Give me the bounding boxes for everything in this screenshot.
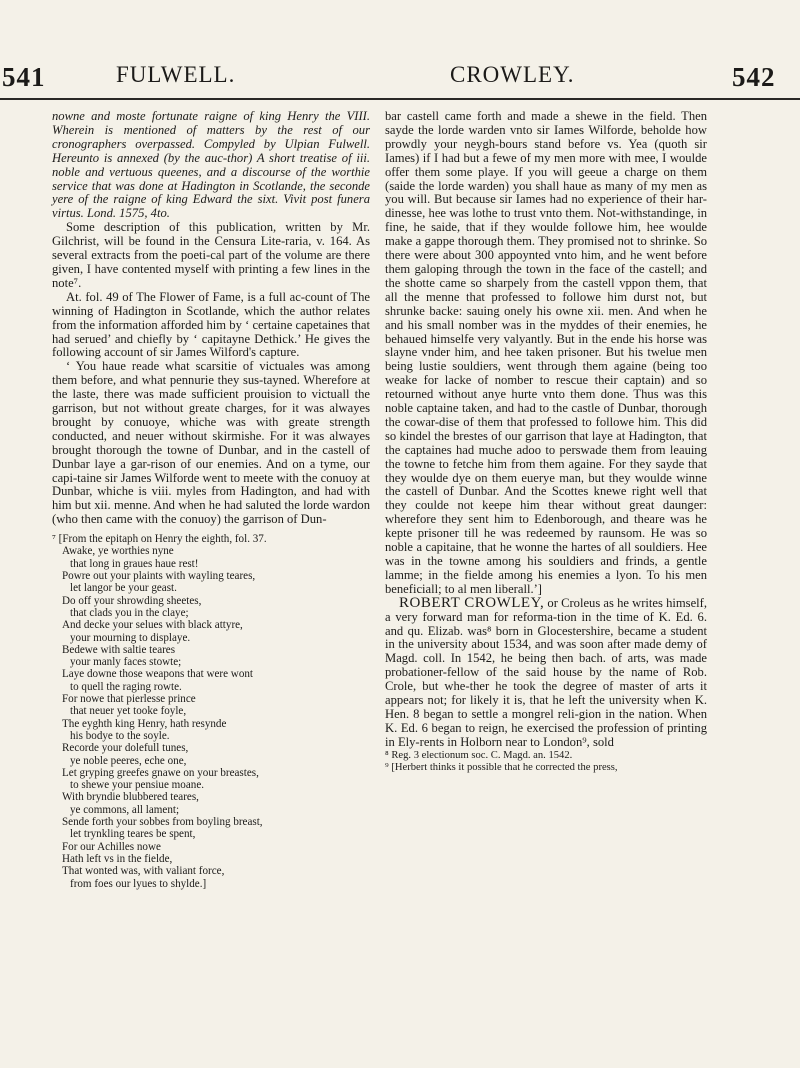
footnote-poem (52, 533, 370, 890)
entry-name: ROBERT CROWLEY, (399, 594, 545, 611)
poem-line: For nowe that pierlesse prince (62, 693, 196, 706)
poem-line: Let gryping greefes gnawe on your breastes, (62, 766, 259, 779)
footnote: ⁸ Reg. 3 electionum soc. C. Magd. an. 1542. (385, 749, 573, 761)
right-column (385, 110, 707, 774)
running-header (0, 62, 800, 96)
footnote-intro: ⁷ [From the epitaph on Henry the eighth, fol. 37. (52, 533, 267, 546)
entry-paragraph (385, 594, 707, 750)
poem-line: his bodye to the soyle. (70, 729, 170, 742)
poem-line: Powre out your plaints with wayling teares, (62, 570, 256, 583)
poem-line: let langor be your geast. (70, 582, 177, 595)
poem-line: Awake, ye worthies nyne (62, 545, 174, 558)
footnotes (385, 750, 707, 774)
paragraph: ‘ You haue reade what scarsitie of victuales was among them before, and what pennurie they sus-tayned. Wherefore at the laste, there was made sufficient prouision to victuall the garrison, but not without greate charges, for it was alwayes brought by conuoye, whiche was with greate strength conducted, and neuer without skirmishe. For it was alwayes brought thorough the towne of Dunbar, and in the castell of Dunbar laye a gar-rison of our enemies. And on a tyme, our capi-taine sir James Wilforde went to meete with the conuoy at Dunbar, whiche is viii. myles from Hadington, and had with him but xii. menne. And when he had saluted the lorde wardon (who then came with the conuoy) the garrison of Dun- (52, 359, 370, 527)
poem-line: to quell the raging rowte. (70, 680, 182, 693)
poem-line: your mourning to displaye. (70, 631, 191, 644)
poem-line: Bedewe with saltie teares (62, 643, 176, 656)
poem-line: Recorde your dolefull tunes, (62, 742, 189, 755)
poem-line: that neuer yet tooke foyle, (70, 705, 187, 718)
paragraph: Some description of this publication, written by Mr. Gilchrist, will be found in the Censura Lite-raria, v. 164. As several extracts from the poeti-cal part of the volume are there given, I have contented myself with printing a few lines in the note⁷. (52, 220, 370, 290)
poem-line: ye commons, all lament; (70, 803, 180, 816)
entry-text: or Croleus as he writes himself, a very forward man for reforma-tion in the time of K. Ed. 6. and qu. Elizab. was⁸ born in Glocestershire, became a student in the university about 1534, and was soon after made demy of Magd. coll. In 1542, he being then bach. of arts, was made probationer-fellow of the said house by the name of Rob. Crole, but whe-ther he took the degree of master of arts it appears not; for likely it is, that he left the university when K. Hen. 8 began to settle a mongrel reli-gion in the nation. When K. Ed. 6 began to reign, he exercised the profession of printing in Ely-rents in Holborn near to London⁹, sold (385, 595, 707, 749)
poem-line: from foes our lyues to shylde.] (70, 877, 207, 890)
running-title-left: FULWELL. (116, 62, 236, 87)
poem-line: And decke your selues with black attyre, (62, 619, 243, 632)
poem-line: let trynkling teares be spent, (70, 828, 196, 841)
paragraph: At. fol. 49 of The Flower of Fame, is a full ac-count of The winning of Hadington in Scotlande, which the author relates from the information afforded him by ‘ certaine capetaines that had serued’ and chiefly by ‘ capitayne Dethick.’ He gives the following account of sir James Wilford's capture. (52, 289, 370, 360)
poem-line: that clads you in the claye; (70, 606, 189, 619)
book-title-paragraph: nowne and moste fortunate raigne of king Henry the VIII. Wherein is mentioned of matters by the rest of our cronographers overpassed. Compyled by Ulpian Fulwell. Hereunto is annexed (by the auc-thor) A short treatise of iii. noble and vertuous queenes, and a discourse of the worthie service that was done at Hadington in Scotlande, the seconde yere of the raigne of king Edward the sixt. Vivit post funera virtus. Lond. 1575, 4to. (52, 109, 370, 221)
poem-line: ye noble peeres, eche one, (70, 754, 187, 767)
paragraph: bar castell came forth and made a shewe in the field. Then sayde the lorde warden vnto sir Iames Wilforde, beholde how prowdly your neygh-bours stand before vs. Yea (quoth sir Iames) if I had but a fewe of my men more with mee, I woulde offer them some playe. If you will geeue a charge on them (saide the lorde warden) you shall haue as many of my men as you will. But because sir Iames had no experience of their har-dinesse, hee was lothe to trust vnto them. Not-withstandinge, in fine, he saide, that if they woulde followe him, hee woulde make a gappe thorough them. They promised not to shrinke. So there were about 300 appoynted vnto him, and he went before them galoping through the town in the face of the castell; and the shotte came so sharpely from the castell vppon them, that all the menne that professed to followe him durst not, but shrunke backe: sauing onely his owne xii. men. And when he and his small nomber was in the myddes of their enemies, he behaued himselfe very valyantly. But in the ende his horse was slayne vnder him, and hee taken prisoner. But his twelue men being lustie souldiers, went through them againe (being too weake for lacke of nomber to rescue their captain) and so retourned without anye hurte vnto them done. Thus was this noble captaine taken, and had to the castle of Dunbar, thorough the cowar-dise of them that professed to followe him. This did so kindel the brestes of our garrison that laye at Hadington, that the captaines had muche adoo to perswade them from leauing the towne to fetche him from them againe. For they sayde that they woulde dye on them euerye man, but they woulde winne the castell of Dunbar. And the Scottes knewe right well that they coulde not keepe him thear without great daunger: wherefore they sent him to Edenborough, and theare was he kepte prisoner till he was redeemed by raunsom. He was so noble a capitaine, that he wonne the hartes of all souldiers. Hee was in the towne among his souldiers and frinds, a gentle lamme; in the fielde among his enemies a lyon. To his men beneficiall; to al men liberall.’] (385, 109, 707, 596)
poem-line: That wonted was, with valiant force, (62, 865, 225, 878)
poem-line: For our Achilles nowe (62, 840, 161, 853)
page-number-right: 542 (732, 62, 776, 92)
poem-line: that long in graues haue rest! (70, 557, 199, 570)
poem-line: Sende forth your sobbes from boyling breast, (62, 816, 263, 829)
running-title-right: CROWLEY. (450, 62, 575, 87)
poem-line: With bryndie blubbered teares, (62, 791, 199, 804)
header-rule (0, 98, 800, 100)
poem-line: your manly faces stowte; (70, 656, 182, 669)
left-column (52, 110, 370, 890)
poem-line: to shewe your pensiue moane. (70, 779, 205, 792)
poem-line: Hath left vs in the fielde, (62, 852, 173, 865)
page-number-left: 541 (2, 62, 46, 92)
poem-line: Laye downe those weapons that were wont (62, 668, 253, 681)
poem-line: Do off your shrowding sheetes, (62, 594, 202, 607)
footnote: ⁹ [Herbert thinks it possible that he corrected the press, (385, 761, 618, 773)
poem-line: The eyghth king Henry, hath resynde (62, 717, 227, 730)
